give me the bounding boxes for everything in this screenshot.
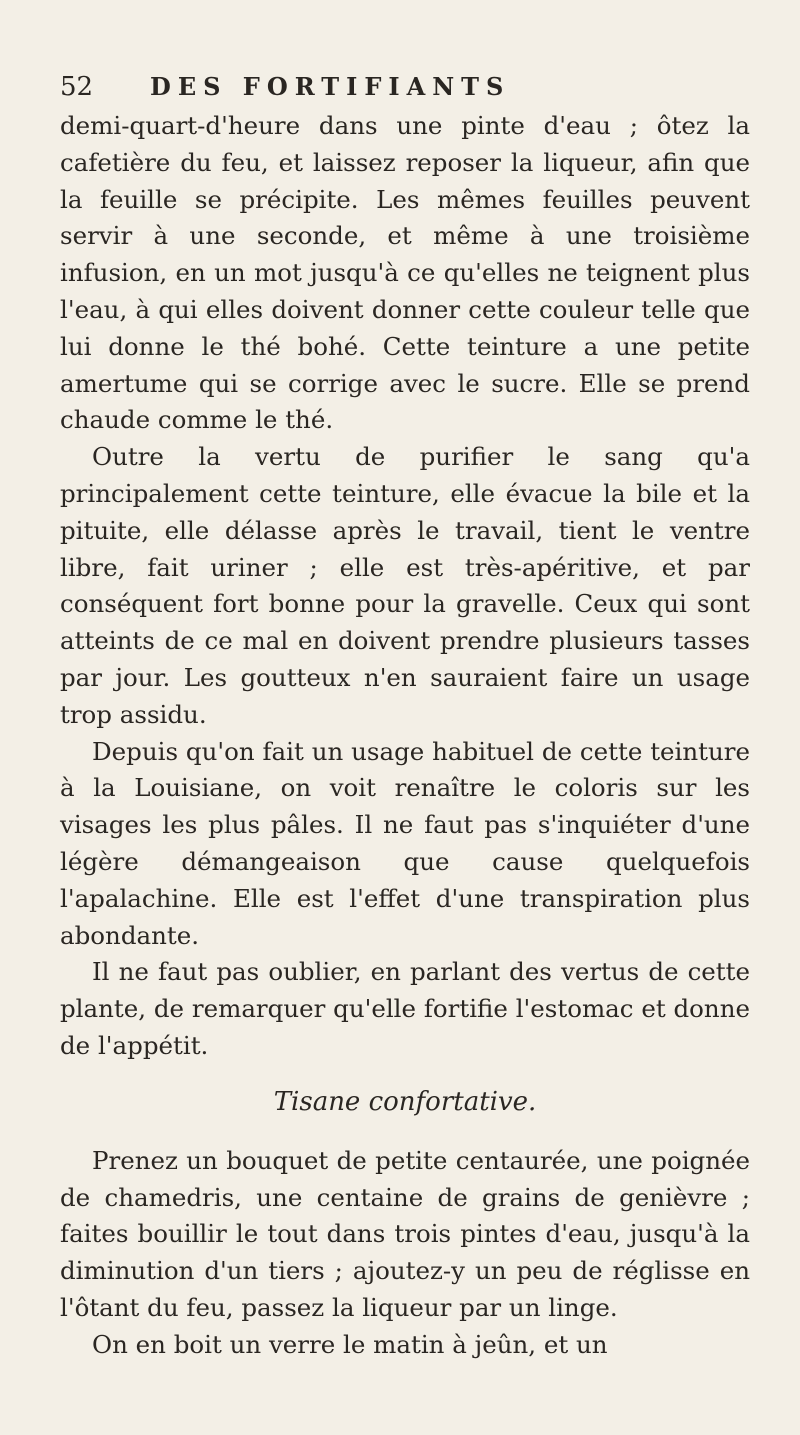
running-title: DES FORTIFIANTS [150,72,511,101]
running-head [60,72,750,102]
paragraph-4: Il ne faut pas oublier, en parlant des vertus de cette plante, de remarquer qu'elle fortifie l'estomac et donne de l'appétit. [60,957,750,1060]
paragraph-1: demi-quart-d'heure dans une pinte d'eau ; ôtez la cafetière du feu, et laissez reposer la liqueur, afin que la feuille se précipite. Les mêmes feuilles peuvent servir à une seconde, et même à une troisième infusion, en un mot jusqu'à ce qu'elles ne teignent plus l'eau, à qui elles doivent donner cette couleur telle que lui donne le thé bohé. Cette teinture a une petite amertume qui se corrige avec le sucre. Elle se prend chaude comme le thé. [60,111,750,435]
paragraph-6: On en boit un verre le matin à jeûn, et un [92,1329,608,1359]
page-number: 52 [60,72,94,102]
paragraph-5: Prenez un bouquet de petite centaurée, une poignée de chamedris, une centaine de grains de genièvre ; faites bouillir le tout dans trois pintes d'eau, jusqu'à la diminution d'un tiers ; ajoutez-y un peu de réglisse en l'ôtant du feu, passez la liqueur par un linge. [60,1145,750,1322]
section-heading: Tisane confortative. [273,1086,537,1117]
body-text [60,108,750,1364]
paragraph-3: Depuis qu'on fait un usage habituel de cette teinture à la Louisiane, on voit renaître le coloris sur les visages les plus pâles. Il ne faut pas s'inquiéter d'une légère démangeaison que cause quelquefois l'apalachine. Elle est l'effet d'une transpiration plus abondante. [60,736,750,950]
paragraph-2: Outre la vertu de purifier le sang qu'a principalement cette teinture, elle évacue la bile et la pituite, elle délasse après le travail, tient le ventre libre, fait uriner ; elle est très-apéritive, et par conséquent fort bonne pour la gravelle. Ceux qui sont atteints de ce mal en doivent prendre plusieurs tasses par jour. Les goutteux n'en sauraient faire un usage trop assidu. [60,442,750,729]
